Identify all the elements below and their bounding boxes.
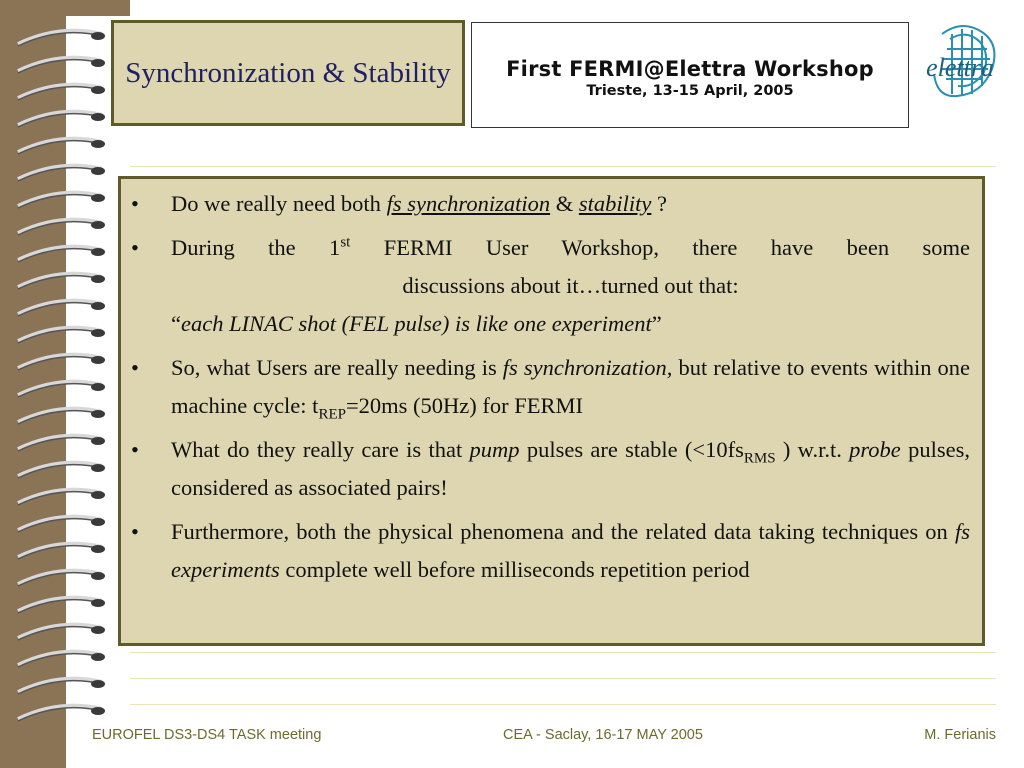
- workshop-title: First FERMI@Elettra Workshop: [506, 57, 874, 81]
- elettra-logo: [912, 14, 1008, 110]
- bullet-item: • So, what Users are really needing is fs synchronization, but relative to events within one machine cycle: $t_{REP}=20ms$ (50Hz) for FERMI: [131, 349, 970, 425]
- footer-center: CEA - Saclay, 16-17 MAY 2005: [503, 727, 703, 743]
- quote-line: “each LINAC shot (FEL pulse) is like one experiment”: [171, 311, 662, 336]
- bullet-item: • During the 1st FERMI User Workshop, there have been some discussions about it…turned out that:: [131, 229, 970, 305]
- bullet-icon: •: [131, 355, 139, 380]
- bullet-icon: •: [131, 191, 139, 216]
- bullet-icon: •: [131, 437, 139, 462]
- bullet-item: • Do we really need both fs synchronization & stability ?: [131, 185, 970, 223]
- bullet-item: • What do they really care is that pump pulses are stable ($<10fs_{RMS}$ ) w.r.t. probe pulses, considered as associated pairs!: [131, 431, 970, 507]
- slide-title-box: [111, 20, 465, 126]
- footer-right: M. Ferianis: [924, 727, 996, 743]
- svg-text:elettra: elettra: [926, 53, 994, 82]
- footer-left: EUROFEL DS3-DS4 TASK meeting: [92, 727, 322, 743]
- workshop-subtitle: Trieste, 13-15 April, 2005: [586, 83, 794, 99]
- content-panel: [118, 176, 985, 646]
- bullet-icon: •: [131, 235, 139, 260]
- slide-title: Synchronization & Stability: [125, 56, 451, 89]
- bullet-icon: •: [131, 519, 139, 544]
- bullet-item: • Furthermore, both the physical phenomena and the related data taking techniques on fs experiments complete well before milliseconds repetition period: [131, 513, 970, 589]
- workshop-banner: [471, 22, 909, 128]
